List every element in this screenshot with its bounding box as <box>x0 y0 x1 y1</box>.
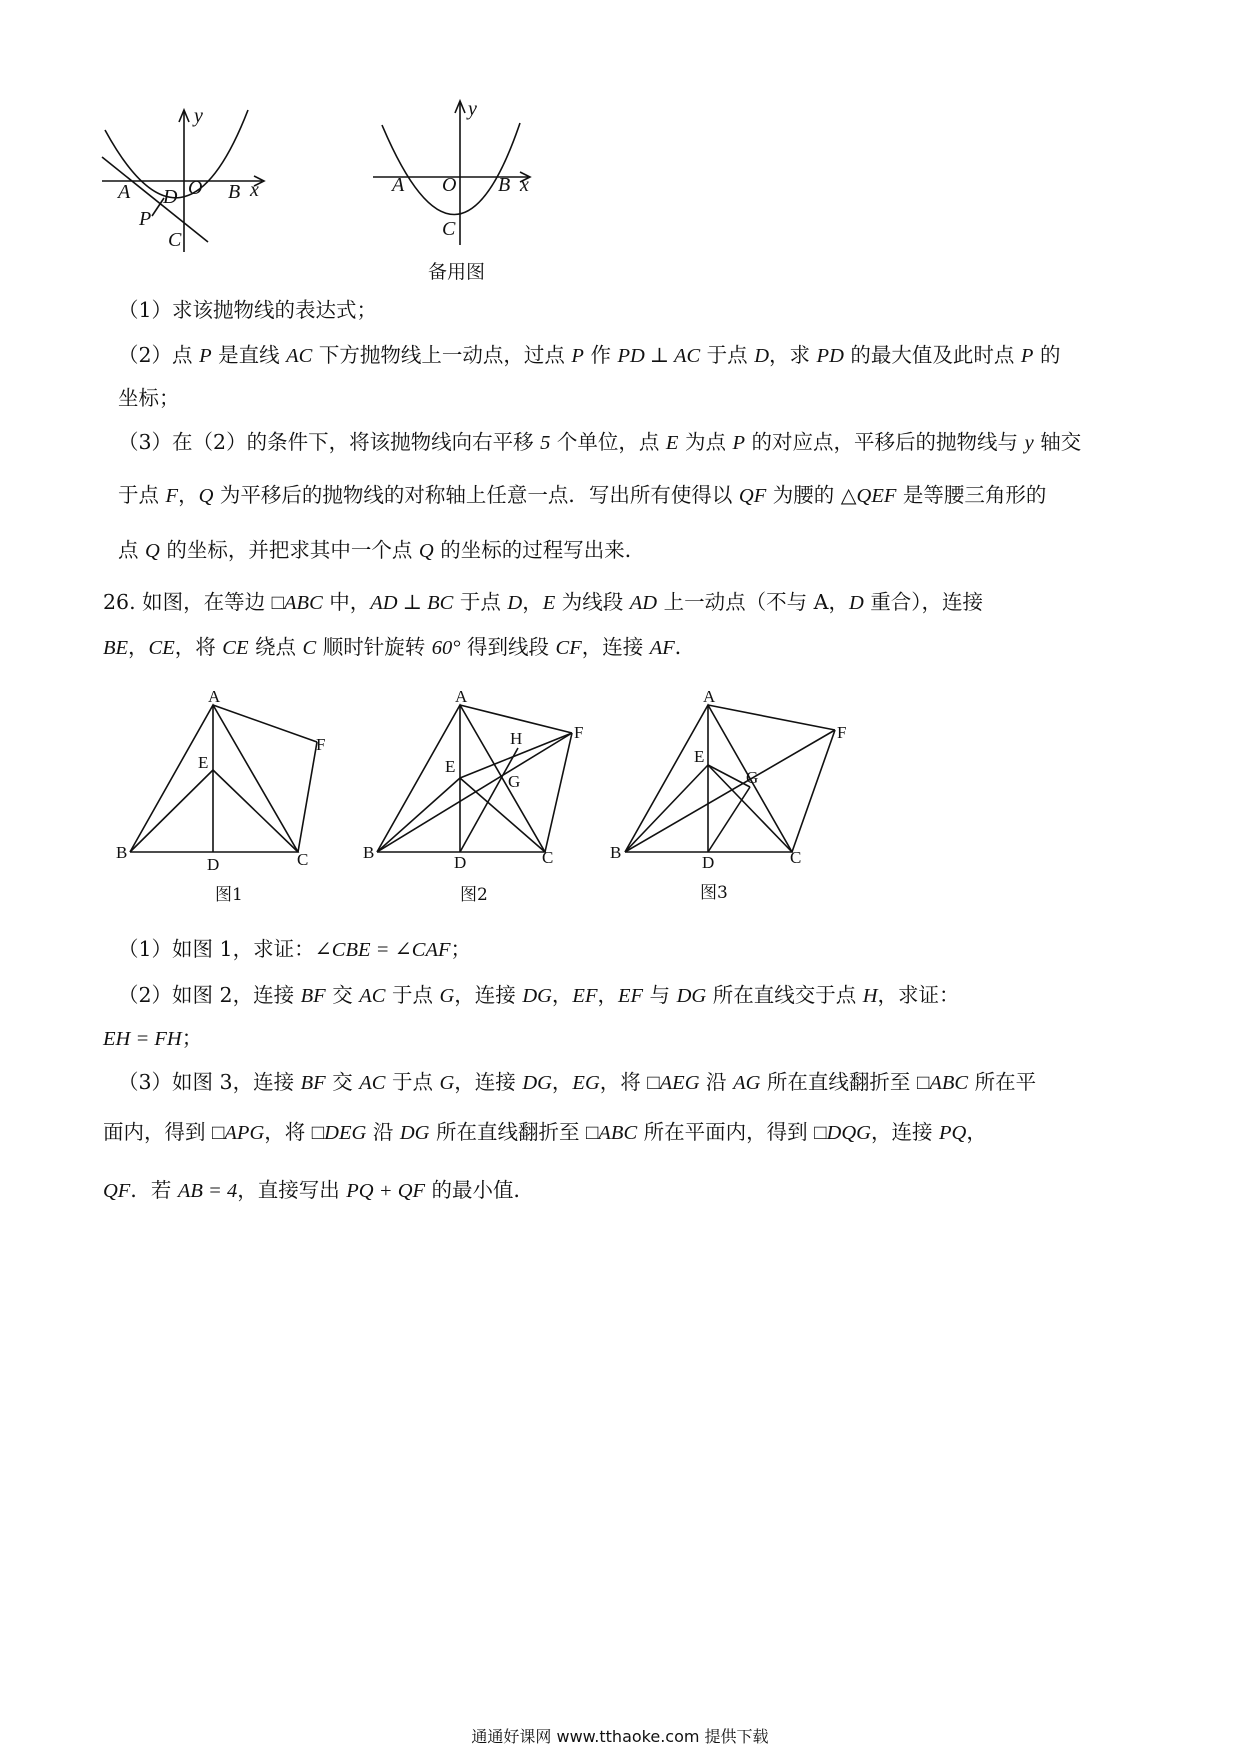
math-expression: G <box>439 1072 455 1094</box>
q26-stem-line2 <box>103 632 695 663</box>
text-run: 与 <box>643 983 677 1007</box>
q25-part1: （1）求该抛物线的表达式； <box>118 298 378 322</box>
text-run: ．若 <box>130 1178 178 1202</box>
math-expression: BE <box>103 637 129 659</box>
math-expression: DG <box>399 1122 430 1144</box>
math-expression: □ABC <box>271 592 323 614</box>
math-expression: AD <box>629 592 658 614</box>
segment-bf <box>625 730 835 852</box>
math-expression: P <box>199 345 212 367</box>
math-expression: Q <box>145 540 160 562</box>
triangle-figure-2 <box>360 687 600 880</box>
math-expression: PQ + QF <box>346 1180 426 1202</box>
label-c: C <box>168 229 182 251</box>
math-expression: P <box>571 345 584 367</box>
segment-cf <box>792 730 835 852</box>
math-expression: P <box>732 432 746 454</box>
math-expression: H <box>862 985 878 1007</box>
math-expression: G <box>439 985 455 1007</box>
text-run: 沿 <box>699 1070 734 1094</box>
text-run: ， <box>522 590 543 614</box>
parabola-figure-spare <box>370 95 550 255</box>
math-expression: EH = FH <box>103 1028 182 1050</box>
text-run: 所在直线翻折至 <box>429 1120 587 1144</box>
label-c: C <box>790 848 802 867</box>
text-run: 所在平面内，得到 <box>637 1120 815 1144</box>
text-run: 于点 <box>118 483 166 507</box>
segment-cf <box>545 733 572 852</box>
parabola-curve <box>382 123 520 215</box>
label-f: F <box>837 723 847 742</box>
text-run: 的 <box>1033 343 1061 367</box>
text-run: 的最大值及此时点 <box>843 343 1021 367</box>
label-b: B <box>116 843 128 862</box>
text-run: ，连接 <box>581 635 650 659</box>
segment-ce <box>460 778 545 852</box>
label-g: G <box>508 772 521 791</box>
text-run: 的最小值． <box>425 1178 535 1202</box>
parabola-figure-main <box>100 100 300 290</box>
text-run: ，求 <box>769 343 817 367</box>
math-expression: DG <box>522 985 552 1007</box>
math-expression: PQ <box>939 1122 967 1144</box>
q26-part3-line2 <box>103 1117 987 1148</box>
math-expression: PD <box>816 345 844 367</box>
label-o: O <box>442 174 457 196</box>
math-expression: BF <box>300 1072 326 1094</box>
text-run: （3）在（2）的条件下，将该抛物线向右平移 <box>118 430 541 454</box>
segment-bf <box>377 733 572 852</box>
math-expression: △QEF <box>840 485 897 507</box>
label-a: A <box>703 687 716 706</box>
text-run: 中， <box>322 590 371 614</box>
text-run: 交 <box>325 1070 360 1094</box>
math-expression: AC <box>286 345 313 367</box>
text-run: 顺时针旋转 <box>316 635 432 659</box>
math-expression: ∠CBE = ∠CAF <box>314 939 451 961</box>
q25-part3-line2 <box>118 480 1046 511</box>
text-run: ，求证： <box>877 983 960 1007</box>
math-expression: DG <box>522 1072 552 1094</box>
label-o: O <box>188 177 203 199</box>
q26-part3-line3 <box>103 1175 534 1206</box>
math-expression: □DEG <box>311 1122 367 1144</box>
segment-af <box>213 705 317 742</box>
q26-stem-line1 <box>103 587 983 618</box>
text-run: 为点 <box>678 430 733 454</box>
text-run: ， <box>551 1070 573 1094</box>
label-h: H <box>510 729 523 748</box>
label-d: D <box>702 853 715 872</box>
math-expression: D <box>848 592 864 614</box>
math-expression: C <box>302 637 317 659</box>
text-run: 所在直线翻折至 <box>760 1070 917 1094</box>
figure-3-caption: 图3 <box>700 883 728 903</box>
text-run: 于点 <box>453 590 508 614</box>
q25-part3-line1 <box>118 427 1081 458</box>
text-run: （3）如图 3，连接 <box>118 1070 301 1094</box>
label-e: E <box>694 747 705 766</box>
label-b: B <box>363 843 375 862</box>
math-expression: □AEG <box>647 1072 700 1094</box>
label-c: C <box>442 218 456 240</box>
q25-part2-line2: 坐标； <box>118 386 180 410</box>
text-run: 交 <box>325 983 360 1007</box>
math-expression: AB = 4 <box>177 1180 238 1202</box>
label-f: F <box>574 723 584 742</box>
text-run: 作 <box>583 343 618 367</box>
q25-part2-line1 <box>118 340 1060 371</box>
math-expression: BF <box>300 985 326 1007</box>
math-expression: EG <box>572 1072 600 1094</box>
segment-dg <box>708 787 750 852</box>
text-run: 的坐标的过程写出来． <box>433 538 646 562</box>
text-run: ，连接 <box>870 1120 939 1144</box>
math-expression: AC <box>359 1072 386 1094</box>
math-expression: AD ⊥ BC <box>370 592 454 614</box>
segment-ce <box>213 770 298 852</box>
label-a: A <box>118 181 131 203</box>
page-footer: 通通好课网 www.tthaoke.com 提供下载 <box>471 1727 769 1746</box>
label-d: D <box>207 855 220 874</box>
q26-part1 <box>118 934 471 965</box>
text-run: ； <box>181 1026 203 1050</box>
text-run: 面内，得到 <box>103 1120 213 1144</box>
label-a: A <box>455 687 468 706</box>
label-f: F <box>316 735 326 754</box>
text-run: 所在平 <box>968 1070 1037 1094</box>
math-expression: □APG <box>212 1122 265 1144</box>
math-expression: E <box>542 592 556 614</box>
text-run: 沿 <box>366 1120 400 1144</box>
math-expression: DG <box>676 985 707 1007</box>
text-run: ，连接 <box>454 983 523 1007</box>
figure-2-caption: 图2 <box>460 885 488 905</box>
math-expression: CE <box>222 637 249 659</box>
label-x: x <box>520 174 529 196</box>
text-run: 的对应点，平移后的抛物线与 <box>745 430 1025 454</box>
q26-part2-line1 <box>118 980 960 1011</box>
text-run: ， <box>966 1120 987 1144</box>
text-run: 于点 <box>700 343 755 367</box>
text-run: 为平移后的抛物线的对称轴上任意一点．写出所有使得以 <box>213 483 739 507</box>
q25-part3-line3 <box>118 535 645 566</box>
q26-part3-line1 <box>118 1067 1036 1098</box>
text-run: 26. 如图，在等边 <box>103 590 272 614</box>
text-run: ，将 <box>174 635 223 659</box>
math-expression: AG <box>733 1072 761 1094</box>
triangle-figure-3 <box>605 687 855 880</box>
math-expression: E <box>665 432 679 454</box>
text-run: ，将 <box>264 1120 312 1144</box>
triangle-figure-1 <box>110 687 350 880</box>
text-run: （1）如图 1，求证： <box>118 937 315 961</box>
q26-part2-line2 <box>103 1023 202 1054</box>
segment-be <box>130 770 213 852</box>
segment-be <box>377 778 460 852</box>
label-b: B <box>228 181 241 203</box>
math-expression: Q <box>418 540 434 562</box>
text-run: ， <box>128 635 149 659</box>
text-run: 是直线 <box>211 343 287 367</box>
math-expression: F <box>165 485 179 507</box>
text-run: 为线段 <box>555 590 630 614</box>
text-run: 轴交 <box>1033 430 1082 454</box>
text-run: 为腰的 <box>766 483 841 507</box>
math-expression: AF <box>649 637 675 659</box>
label-e: E <box>198 753 209 772</box>
text-run: ， <box>551 983 573 1007</box>
math-expression: □ABC <box>586 1122 638 1144</box>
text-run: 个单位，点 <box>550 430 666 454</box>
label-g: G <box>746 768 759 787</box>
segment-cf <box>298 742 317 852</box>
label-c: C <box>297 850 309 869</box>
label-d: D <box>454 853 467 872</box>
label-b: B <box>498 174 511 196</box>
line-dh <box>460 748 521 852</box>
text-run: 得到线段 <box>460 635 556 659</box>
label-a: A <box>208 687 221 706</box>
math-expression: CE <box>148 637 175 659</box>
math-expression: 5 <box>540 432 551 454</box>
math-expression: PD ⊥ AC <box>617 345 701 367</box>
text-run: 重合），连接 <box>863 590 984 614</box>
math-expression: EF <box>617 985 644 1007</box>
math-expression: QF <box>103 1180 131 1202</box>
text-run: 于点 <box>385 1070 440 1094</box>
math-expression: □ABC <box>916 1072 969 1094</box>
text-run: （2）如图 2，连接 <box>118 983 301 1007</box>
text-run: （2）点 <box>118 343 200 367</box>
label-b: B <box>610 843 622 862</box>
text-run: 下方抛物线上一动点，过点 <box>312 343 572 367</box>
math-expression: D <box>507 592 523 614</box>
label-a: A <box>392 174 405 196</box>
text-run: ，直接写出 <box>237 1178 347 1202</box>
math-expression: AC <box>359 985 386 1007</box>
text-run: ． <box>674 635 696 659</box>
math-expression: y <box>1024 432 1034 454</box>
segment-af <box>708 705 835 730</box>
label-d: D <box>163 186 178 208</box>
math-expression: CF <box>555 637 582 659</box>
figure-1-caption: 图1 <box>215 885 243 905</box>
label-c: C <box>542 848 554 867</box>
label-e: E <box>445 757 456 776</box>
text-run: 的坐标，并把求其中一个点 <box>159 538 419 562</box>
math-expression: EF <box>572 985 598 1007</box>
text-run: 点 <box>118 538 146 562</box>
label-x: x <box>250 179 259 201</box>
math-expression: D <box>754 345 770 367</box>
math-expression: □DQG <box>814 1122 871 1144</box>
math-expression: Q <box>198 485 214 507</box>
spare-figure-caption: 备用图 <box>428 261 486 283</box>
label-y: y <box>194 105 203 127</box>
text-run: ，将 <box>599 1070 648 1094</box>
math-expression: P <box>1020 345 1034 367</box>
text-run: ， <box>178 483 199 507</box>
text-run: 上一动点（不与 A， <box>657 590 849 614</box>
label-y: y <box>468 98 477 120</box>
text-run: 于点 <box>385 983 440 1007</box>
text-run: 是等腰三角形的 <box>896 483 1047 507</box>
text-run: ， <box>597 983 618 1007</box>
math-expression: 60° <box>431 637 461 659</box>
label-p: P <box>139 208 152 230</box>
text-run: ； <box>450 937 471 961</box>
text-run: 绕点 <box>248 635 303 659</box>
math-expression: QF <box>738 485 767 507</box>
text-run: 所在直线交于点 <box>706 983 863 1007</box>
text-run: ，连接 <box>454 1070 523 1094</box>
